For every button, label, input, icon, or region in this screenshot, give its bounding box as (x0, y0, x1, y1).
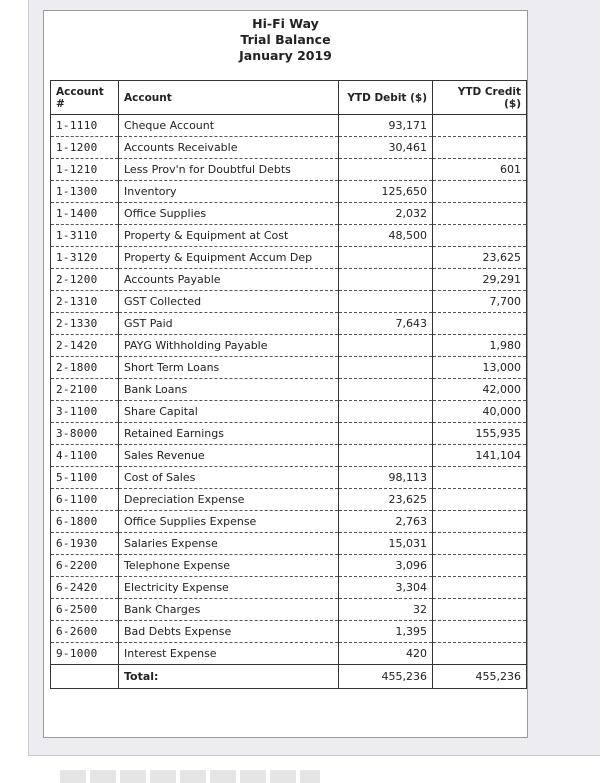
table-row (51, 159, 527, 181)
table-row (51, 203, 527, 225)
account-code-cell: 6-2200 (51, 555, 119, 577)
ytd-debit-cell: 98,113 (339, 467, 433, 489)
account-name-cell: Cheque Account (119, 115, 339, 137)
table-row (51, 533, 527, 555)
account-name-cell: Interest Expense (119, 643, 339, 665)
ytd-debit-cell: 23,625 (339, 489, 433, 511)
table-row (51, 423, 527, 445)
ytd-credit-cell: 1,980 (433, 335, 527, 357)
account-name-cell: Retained Earnings (119, 423, 339, 445)
ytd-credit-cell (433, 599, 527, 621)
account-code-cell: 6-1930 (51, 533, 119, 555)
ytd-debit-cell: 32 (339, 599, 433, 621)
table-header-row (51, 81, 527, 115)
cropped-caption-text (60, 770, 320, 783)
account-name-cell: Bank Loans (119, 379, 339, 401)
account-name-cell: Inventory (119, 181, 339, 203)
total-label: Total: (119, 665, 339, 689)
ytd-credit-cell (433, 621, 527, 643)
ytd-debit-cell: 2,032 (339, 203, 433, 225)
ytd-credit-cell (433, 181, 527, 203)
account-code-cell: 4-1100 (51, 445, 119, 467)
ytd-debit-cell: 93,171 (339, 115, 433, 137)
account-code-cell: 6-2600 (51, 621, 119, 643)
account-name-cell: Property & Equipment Accum Dep (119, 247, 339, 269)
ytd-debit-cell: 2,763 (339, 511, 433, 533)
account-code-cell: 3-1100 (51, 401, 119, 423)
ytd-credit-cell (433, 313, 527, 335)
table-row (51, 401, 527, 423)
account-code-cell: 2-1330 (51, 313, 119, 335)
account-name-cell: Telephone Expense (119, 555, 339, 577)
account-code-cell: 1-1110 (51, 115, 119, 137)
account-name-cell: Sales Revenue (119, 445, 339, 467)
table-row (51, 313, 527, 335)
table-row (51, 137, 527, 159)
ytd-debit-cell (339, 335, 433, 357)
account-code-cell: 1-3110 (51, 225, 119, 247)
header-account-no: Account # (51, 81, 119, 115)
ytd-credit-cell: 7,700 (433, 291, 527, 313)
ytd-debit-cell: 3,304 (339, 577, 433, 599)
account-name-cell: Depreciation Expense (119, 489, 339, 511)
table-row (51, 511, 527, 533)
ytd-debit-cell (339, 159, 433, 181)
account-name-cell: PAYG Withholding Payable (119, 335, 339, 357)
ytd-credit-cell: 23,625 (433, 247, 527, 269)
table-row (51, 335, 527, 357)
table-row (51, 643, 527, 665)
account-name-cell: Less Prov'n for Doubtful Debts (119, 159, 339, 181)
table-row (51, 577, 527, 599)
table-row (51, 269, 527, 291)
ytd-credit-cell: 601 (433, 159, 527, 181)
ytd-credit-cell (433, 511, 527, 533)
ytd-debit-cell: 125,650 (339, 181, 433, 203)
table-row (51, 599, 527, 621)
account-code-cell: 1-1210 (51, 159, 119, 181)
table-row (51, 357, 527, 379)
ytd-credit-cell (433, 203, 527, 225)
header-ytd-debit: YTD Debit ($) (339, 81, 433, 115)
account-name-cell: Electricity Expense (119, 577, 339, 599)
account-name-cell: Salaries Expense (119, 533, 339, 555)
account-code-cell: 1-1300 (51, 181, 119, 203)
account-name-cell: Short Term Loans (119, 357, 339, 379)
account-name-cell: Property & Equipment at Cost (119, 225, 339, 247)
ytd-debit-cell: 1,395 (339, 621, 433, 643)
account-code-cell: 6-2420 (51, 577, 119, 599)
ytd-credit-cell (433, 643, 527, 665)
account-code-cell: 5-1100 (51, 467, 119, 489)
ytd-credit-cell (433, 555, 527, 577)
ytd-credit-cell: 40,000 (433, 401, 527, 423)
report-name: Trial Balance (240, 32, 331, 47)
account-code-cell: 1-1400 (51, 203, 119, 225)
account-name-cell: Share Capital (119, 401, 339, 423)
account-name-cell: GST Collected (119, 291, 339, 313)
account-code-cell: 3-8000 (51, 423, 119, 445)
total-code-cell (51, 665, 119, 689)
trial-balance-document (43, 10, 528, 738)
account-code-cell: 1-3120 (51, 247, 119, 269)
ytd-credit-cell (433, 115, 527, 137)
report-period: January 2019 (239, 48, 332, 63)
ytd-credit-cell (433, 467, 527, 489)
ytd-debit-cell: 30,461 (339, 137, 433, 159)
ytd-debit-cell (339, 445, 433, 467)
table-body (51, 115, 527, 665)
total-debit: 455,236 (339, 665, 433, 689)
ytd-debit-cell (339, 423, 433, 445)
table-row (51, 555, 527, 577)
ytd-debit-cell: 420 (339, 643, 433, 665)
table-row (51, 621, 527, 643)
ytd-credit-cell (433, 489, 527, 511)
total-row (51, 665, 527, 689)
ytd-credit-cell: 29,291 (433, 269, 527, 291)
ytd-debit-cell: 15,031 (339, 533, 433, 555)
ytd-debit-cell (339, 291, 433, 313)
table-row (51, 489, 527, 511)
table-row (51, 291, 527, 313)
account-code-cell: 2-1420 (51, 335, 119, 357)
table-row (51, 379, 527, 401)
table-row (51, 247, 527, 269)
account-name-cell: Accounts Receivable (119, 137, 339, 159)
ytd-debit-cell (339, 401, 433, 423)
ytd-debit-cell (339, 247, 433, 269)
table-row (51, 181, 527, 203)
total-credit: 455,236 (433, 665, 527, 689)
table-row (51, 115, 527, 137)
account-code-cell: 6-2500 (51, 599, 119, 621)
ytd-credit-cell: 13,000 (433, 357, 527, 379)
ytd-debit-cell: 48,500 (339, 225, 433, 247)
account-code-cell: 2-2100 (51, 379, 119, 401)
trial-balance-table (50, 80, 527, 689)
account-name-cell: GST Paid (119, 313, 339, 335)
account-name-cell: Cost of Sales (119, 467, 339, 489)
account-code-cell: 9-1000 (51, 643, 119, 665)
ytd-debit-cell: 3,096 (339, 555, 433, 577)
ytd-credit-cell (433, 533, 527, 555)
account-name-cell: Bank Charges (119, 599, 339, 621)
ytd-credit-cell (433, 225, 527, 247)
header-account: Account (119, 81, 339, 115)
table-row (51, 445, 527, 467)
ytd-credit-cell: 155,935 (433, 423, 527, 445)
account-code-cell: 6-1800 (51, 511, 119, 533)
account-name-cell: Bad Debts Expense (119, 621, 339, 643)
ytd-debit-cell: 7,643 (339, 313, 433, 335)
account-code-cell: 6-1100 (51, 489, 119, 511)
table-row (51, 225, 527, 247)
ytd-credit-cell: 42,000 (433, 379, 527, 401)
account-code-cell: 2-1310 (51, 291, 119, 313)
ytd-debit-cell (339, 379, 433, 401)
account-name-cell: Office Supplies (119, 203, 339, 225)
account-code-cell: 1-1200 (51, 137, 119, 159)
ytd-debit-cell (339, 357, 433, 379)
account-name-cell: Accounts Payable (119, 269, 339, 291)
ytd-credit-cell: 141,104 (433, 445, 527, 467)
ytd-credit-cell (433, 577, 527, 599)
company-name: Hi-Fi Way (252, 16, 319, 31)
account-code-cell: 2-1200 (51, 269, 119, 291)
report-title (44, 16, 527, 64)
account-name-cell: Office Supplies Expense (119, 511, 339, 533)
account-code-cell: 2-1800 (51, 357, 119, 379)
ytd-debit-cell (339, 269, 433, 291)
header-ytd-credit: YTD Credit ($) (433, 81, 527, 115)
table-row (51, 467, 527, 489)
ytd-credit-cell (433, 137, 527, 159)
